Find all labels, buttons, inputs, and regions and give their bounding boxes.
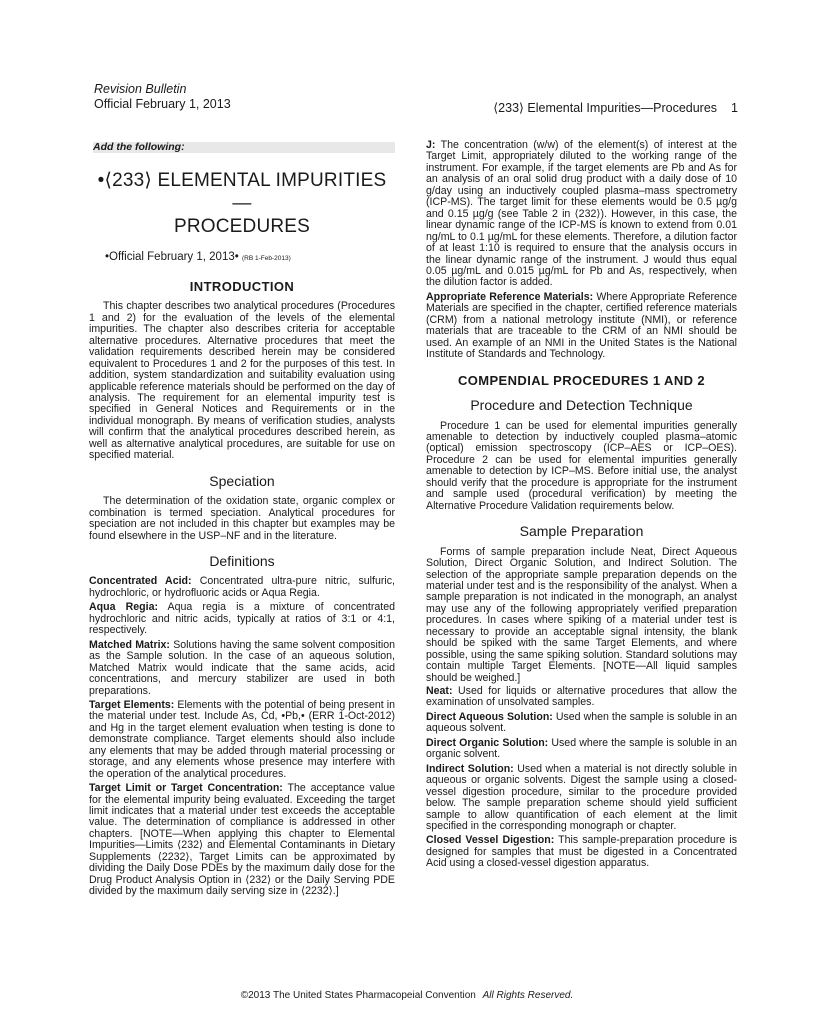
page-header-right	[493, 100, 738, 115]
definition-item: Matched Matrix: Solutions having the same solvent composition as the Sample solution. In the case of an aqueous solution, Matched Matrix would indicate that the same acids, acid concentrations, and mercury stabilizer are used in both preparations.	[89, 638, 395, 697]
definition-item: Target Elements: Elements with the potential of being present in the material under test. Include As, Cd, •Pb,• (ERR 1-Oct-2012) and Hg in the target element evaluation when testing is done to demonstrate compliance. Target elements should also include any elements that may be added through material processing or storage, and any elements whose presence may interfere with the operation of the analytical procedures.	[89, 698, 395, 780]
official-ref: (RB 1-Feb-2013)	[241, 255, 291, 263]
prep-definition-item: Direct Aqueous Solution: Used when the sample is soluble in an aqueous solvent.	[426, 710, 737, 735]
revision-bulletin-label: Revision Bulletin	[94, 82, 187, 96]
official-date-text: •Official February 1, 2013•	[105, 251, 239, 264]
procedure-detection-heading: Procedure and Detection Technique	[470, 397, 693, 414]
copyright-text: ©2013 The United States Pharmacopeial Convention	[240, 990, 476, 1001]
definition-j: J: The concentration (w/w) of the element(s) of interest at the Target Limit, appropriately diluted to the working range of the instrument. For example, if the target elements are Pb and As for an analysis of an oral solid drug product with a daily dose of 10 g/day using an inductively coupled plasma–mass spectrometry (ICP-MS). The target limit for these elements would be 0.5 µg/g and 0.15 µg/g (see Table 2 in ⟨232⟩). However, in this case, the linear dynamic range of the ICP-MS is known to extend from 0.01 ng/mL to 0.1 µg/mL for these elements. Therefore, a dilution factor of at least 1:10 is required to ensure that the analysis occurs in the linear dynamic range of the instrument. J would thus equal 0.05 µg/mL and 0.015 µg/mL for Pb and As, respectively, when the dilution factor is added.	[426, 139, 737, 289]
procedure-paragraph: Procedure 1 can be used for elemental impurities generally amenable to detection by inductively coupled plasma–atomic (optical) emission spectroscopy (ICP–AES or ICP–OES). Procedure 2 can be used for elemental impurities generally amenable to detection by ICP–MS. Before initial use, the analyst should verify that the procedure is appropriate for the instrument and sample used (procedural verification) by meeting the Alternative Procedure Validation requirements below.	[426, 419, 737, 512]
official-date: Official February 1, 2013	[94, 97, 231, 111]
sample-preparation-heading: Sample Preparation	[519, 523, 644, 540]
right-column	[426, 140, 737, 873]
prep-definition-item: Neat: Used for liquids or alternative procedures that allow the examination of unsolvated samples.	[426, 685, 737, 709]
rights-text: All Rights Reserved.	[482, 990, 574, 1001]
official-note	[105, 252, 395, 264]
introduction-heading: INTRODUCTION	[189, 278, 295, 294]
definition-item: Concentrated Acid: Concentrated ultra-pure nitric, sulfuric, hydrochloric, or hydrofluoric acids or Aqua Regia.	[89, 575, 395, 599]
page-number: 1	[731, 101, 738, 115]
chapter-title-line-2: PROCEDURES	[173, 216, 311, 238]
running-title: ⟨233⟩ Elemental Impurities—Procedures	[493, 101, 718, 115]
definition-reference-materials: Appropriate Reference Materials: Where Appropriate Reference Materials are specified in the chapter, certified reference materials (CRM) from a national metrology institute (NMI), or reference materials that are traceable to the CRM of an NMI should be used. An example of an NMI in the United States is the National Institute of Standards and Technology.	[426, 290, 737, 361]
prep-definition-item: Indirect Solution: Used when a material is not directly soluble in aqueous or organic solvents. Digest the sample using a closed-vessel digestion procedure, similar to the procedure provided below. The sample preparation scheme should yield sufficient sample to allow quantification of each element at the limit specified in the corresponding monograph or chapter.	[426, 762, 737, 833]
left-column	[89, 140, 395, 901]
page-footer	[0, 990, 814, 1001]
prep-definition-item: Direct Organic Solution: Used where the sample is soluble in an organic solvent.	[426, 736, 737, 761]
speciation-paragraph: The determination of the oxidation state, organic complex or combination is termed speciation. Analytical procedures for speciation are not included in this chapter but examples may be found elsewhere in the USP–NF and in the literature.	[89, 495, 395, 542]
definition-item: Target Limit or Target Concentration: The acceptance value for the elemental impurity being evaluated. Exceeding the target limit indicates that a material under test exceeds the acceptable value. The determination of compliance is addressed in other chapters. [NOTE—When applying this chapter to Elemental Impurities—Limits ⟨232⟩ and Elemental Contaminants in Dietary Supplements ⟨2232⟩, Target Limits can be approximated by dividing the Daily Dose PDEs by the maximum daily dose for the Drug Product Analysis Option in ⟨232⟩ or the Daily Serving PDE divided by the maximum daily serving size in ⟨2232⟩.]	[89, 782, 395, 898]
page-header-left	[94, 82, 231, 112]
introduction-paragraph: This chapter describes two analytical procedures (Procedures 1 and 2) for the evaluation of the levels of the elemental impurities. The chapter also describes criteria for acceptable alternative procedures. Alternative procedures that meet the validation requirements described herein may be considered equivalent to Procedures 1 and 2 for the purposes of this test. In addition, system standardization and suitability evaluation using applicable reference materials should be performed on the day of analysis. The requirement for an elemental impurity test is specified in General Notices and Requirements or in the individual monograph. By means of verification studies, analysts will confirm that the analytical procedures described herein, as well as alternative analytical procedures, are suitable for use on specified material.	[89, 300, 395, 462]
definitions-heading: Definitions	[209, 552, 275, 569]
add-following-note: Add the following:	[93, 142, 395, 153]
sample-preparation-paragraph: Forms of sample preparation include Neat, Direct Aqueous Solution, Direct Organic Solution, and Indirect Solution. The selection of the appropriate sample preparation depends on the material under test and is the responsibility of the analyst. When a sample preparation is not indicated in the monograph, an analyst may use any of the following appropriately verified preparation procedures. In cases where spiking of a material under test is necessary to provide an acceptable signal intensity, the blank should be spiked with the same Target Elements, and where possible, using the same spiking solution. Standard solutions may contain multiple Target Elements. [NOTE—All liquid samples should be weighed.]	[426, 545, 737, 684]
prep-definition-item: Closed Vessel Digestion: This sample-preparation procedure is designed for samples that must be digested in a Concentrated Acid using a closed-vessel digestion apparatus.	[426, 834, 737, 870]
compendial-heading: COMPENDIAL PROCEDURES 1 AND 2	[457, 372, 706, 388]
chapter-title	[89, 169, 395, 238]
chapter-title-line-1: •⟨233⟩ ELEMENTAL IMPURITIES—	[97, 170, 387, 215]
speciation-heading: Speciation	[209, 472, 275, 489]
definition-item: Aqua Regia: Aqua regia is a mixture of concentrated hydrochloric and nitric acids, typically at ratios of 3:1 or 4:1, respectively.	[89, 601, 395, 637]
